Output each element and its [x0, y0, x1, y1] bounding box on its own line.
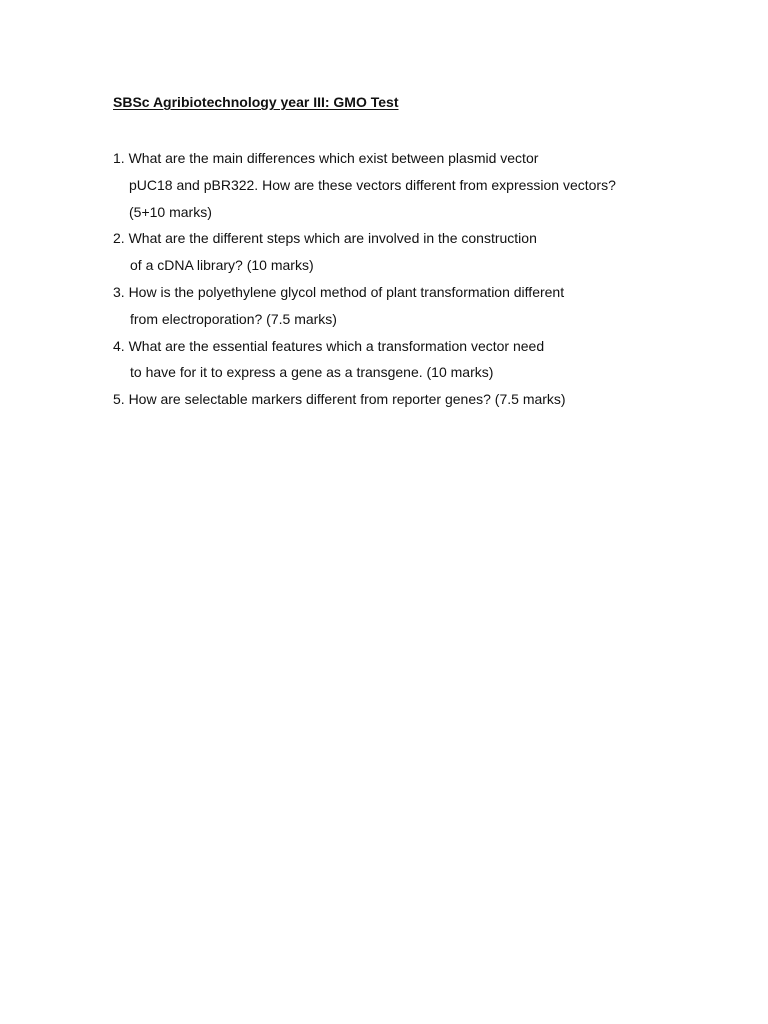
question-5-line-1: 5. How are selectable markers different from reporter genes? (7.5 marks) [113, 391, 566, 408]
question-1-line-2: pUC18 and pBR322. How are these vectors different from expression vectors? [129, 176, 616, 193]
document-title: SBSc Agribiotechnology year III: GMO Test [113, 94, 399, 110]
question-3-line-1: 3. How is the polyethylene glycol method of plant transformation different [113, 283, 565, 300]
question-3-line-2: from electroporation? (7.5 marks) [130, 310, 337, 327]
question-item-5 [113, 386, 616, 413]
question-item-4 [113, 333, 616, 387]
question-item-3 [113, 279, 616, 333]
question-1-line-1: 1. What are the main differences which exist between plasmid vector [113, 150, 539, 166]
question-item-2 [113, 225, 616, 279]
question-1-line-3: (5+10 marks) [129, 203, 212, 220]
question-item-1 [113, 145, 616, 225]
question-list [113, 145, 616, 413]
question-2-line-1: 2. What are the different steps which are involved in the construction [113, 230, 537, 247]
question-4-line-2: to have for it to express a gene as a transgene. (10 marks) [130, 364, 494, 381]
question-2-line-2: of a cDNA library? (10 marks) [130, 257, 314, 274]
question-4-line-1: 4. What are the essential features which a transformation vector need [113, 337, 545, 354]
